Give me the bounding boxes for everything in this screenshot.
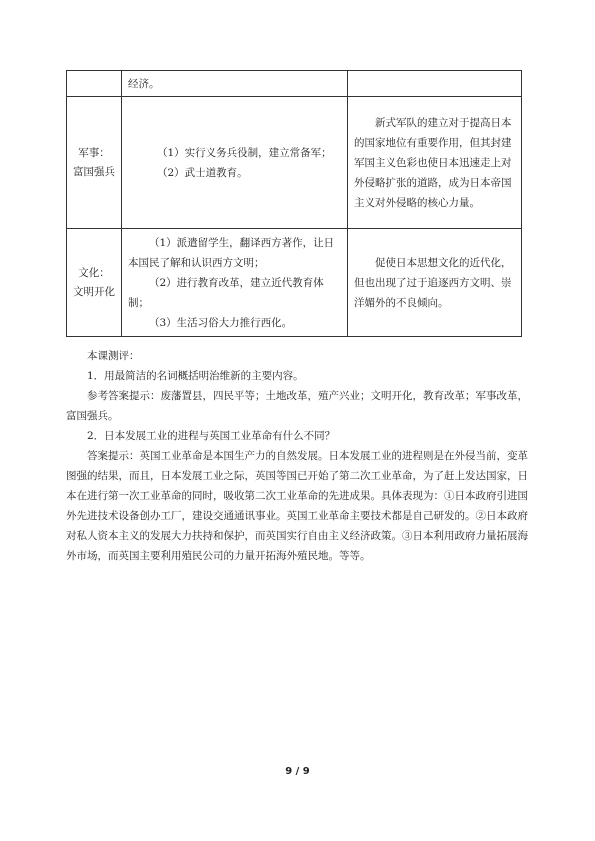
review-section	[66, 346, 528, 566]
page-number: 9 / 9	[285, 766, 310, 777]
table-cell-empty	[67, 71, 122, 97]
category-label: 军事：	[78, 146, 110, 159]
answer-1: 参考答案提示：废藩置县，四民平等；土地改革，殖产兴业；文明开化，教育改革；军事改革，富国强兵。	[66, 390, 528, 422]
category-label: 文化：	[78, 266, 110, 279]
table-row	[67, 97, 522, 229]
table-cell-measures	[122, 71, 348, 97]
category-label: 文明开化	[73, 285, 115, 298]
table-cell-measures	[122, 97, 348, 229]
cell-text: 经济。	[128, 77, 160, 90]
impact-text: 新式军队的建立对于提高日本的国家地位有重要作用，但其封建军国主义色彩也使日本迅速走上对外侵略扩张的道路，成为日本帝国主义对外侵略的核心力量。	[354, 116, 512, 209]
impact-text: 促使日本思想文化的近代化，但也出现了过于追逐西方文明、崇洋媚外的不良倾向。	[354, 256, 512, 309]
table-row	[67, 229, 522, 337]
category-label: 富国强兵	[73, 165, 115, 178]
measure-item: （1）实行义务兵役制，建立常备军；	[157, 146, 332, 159]
table-cell-category	[67, 97, 122, 229]
review-heading: 本课测评：	[87, 350, 140, 362]
table-cell-category	[67, 229, 122, 337]
answer-2: 答案提示：英国工业革命是本国生产力的自然发展。日本发展工业的进程则是在外侵当前，变革图强的结果，而且，日本发展工业之际，英国等国已开始了第二次工业革命，为了赶上发达国家，日本在进行第一次工业革命的同时，吸收第二次工业革命的先进成果。具体表现为：①日本政府引进国外先进技术设备创办工厂，建设交通通讯事业。英国工业革命主要技术都是自己研发的。②日本政府对私人资本主义的发展大力扶持和保护，而英国实行自由主义经济政策。③日本利用政府力量拓展海外市场，而英国主要利用殖民公司的力量开拓海外殖民地。等等。	[66, 450, 528, 562]
measure-item: （2）进行教育改革，建立近代教育体制；	[128, 276, 324, 309]
meiji-reform-table	[66, 70, 522, 337]
measure-item: （1）派遣留学生，翻译西方著作，让日本国民了解和认识西方文明；	[128, 236, 335, 269]
measure-item: （3）生活习俗大力推行西化。	[149, 316, 293, 329]
question-1: 1．用最简洁的名词概括明治维新的主要内容。	[87, 370, 304, 382]
table-cell-impact	[348, 71, 522, 97]
table-cell-impact	[348, 229, 522, 337]
table-cell-measures	[122, 229, 348, 337]
question-2: 2．日本发展工业的进程与英国工业革命有什么不同？	[87, 430, 336, 442]
table-row	[67, 71, 522, 97]
table-cell-impact	[348, 97, 522, 229]
measure-item: （2）武士道教育。	[157, 166, 248, 179]
